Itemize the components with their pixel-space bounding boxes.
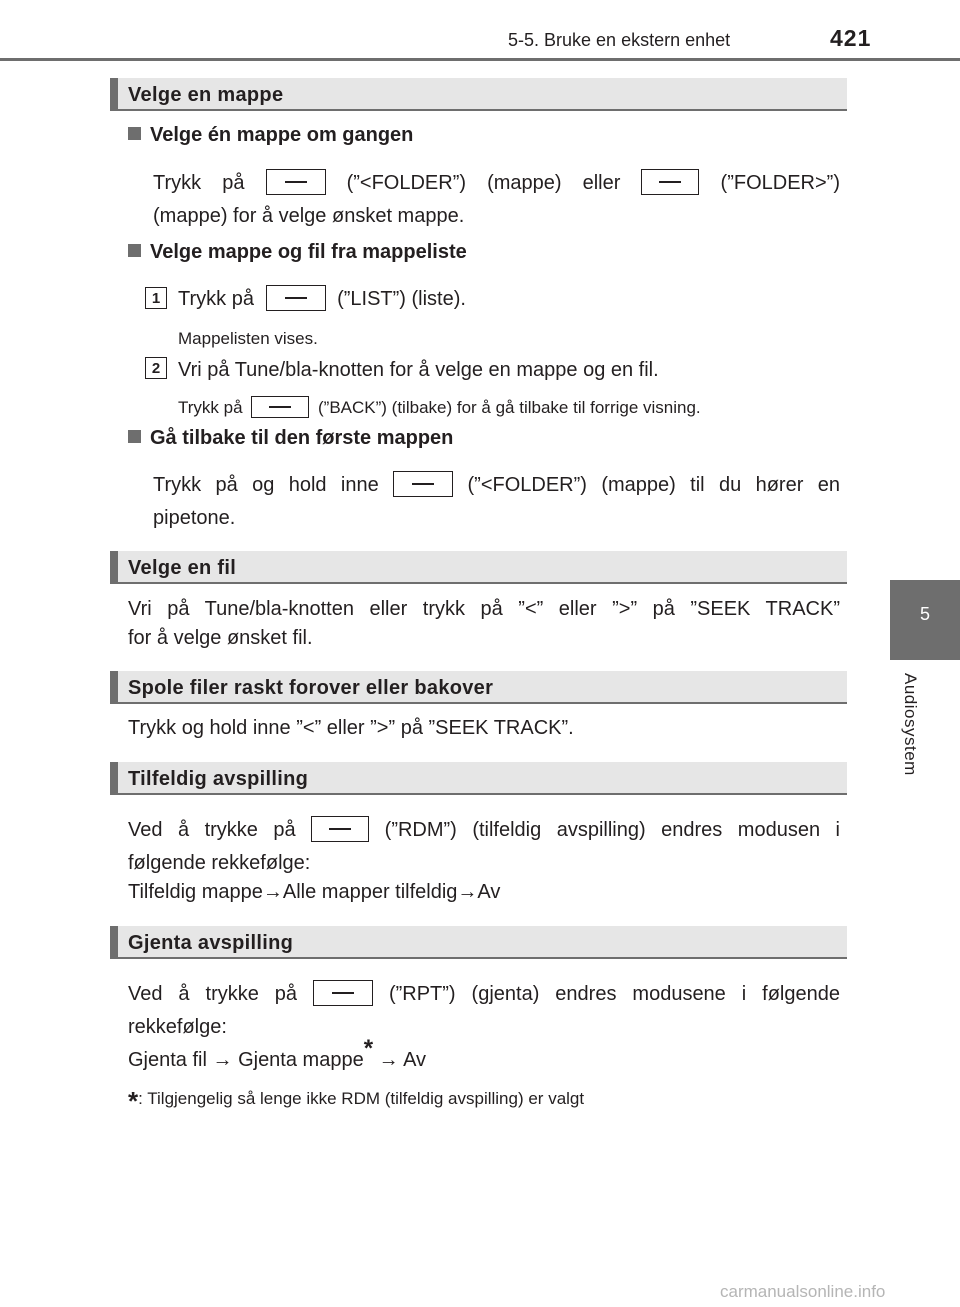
asterisk-mark: * — [128, 1086, 139, 1116]
paragraph-line: følgende rekkefølge: — [128, 852, 311, 874]
text: Gjenta mappe — [238, 1049, 364, 1071]
paragraph-line: for å velge ønsket fil. — [128, 627, 313, 649]
text: (”RPT”) (gjenta) endres modusene i følgende — [388, 983, 840, 1005]
folder-prev-button-icon — [393, 471, 453, 497]
header-rule — [0, 58, 960, 61]
text: Av — [477, 881, 501, 903]
chapter-tab — [890, 580, 960, 660]
subheading-one-folder — [128, 124, 413, 147]
text: (”BACK”) (tilbake) for å gå tilbake til forrige visning. — [318, 398, 701, 417]
watermark: carmanualsonline.info — [720, 1282, 886, 1301]
paragraph-line — [153, 469, 840, 502]
paragraph-line: Trykk og hold inne ”<” eller ”>” på ”SEEK TRACK”. — [128, 717, 574, 739]
rpt-button-icon — [313, 980, 373, 1006]
text: (”FOLDER>”) — [720, 172, 840, 194]
chapter-label: Audiosystem — [901, 673, 920, 776]
rdm-button-icon — [311, 816, 369, 842]
text: Trykk på — [153, 172, 245, 194]
arrow-right-icon: → — [378, 1049, 399, 1071]
paragraph-line — [128, 814, 840, 847]
header-section-title: 5-5. Bruke en ekstern enhet — [508, 30, 731, 50]
subheading-folder-list — [128, 241, 467, 264]
subheading-text: Velge mappe og fil fra mappeliste — [150, 241, 467, 263]
arrow-right-icon: → — [212, 1049, 233, 1071]
subheading-text: Gå tilbake til den første mappen — [150, 427, 454, 449]
step-note: Mappelisten vises. — [178, 329, 318, 348]
text: (”LIST”) (liste). — [337, 288, 466, 310]
paragraph-line: rekkefølge: — [128, 1016, 227, 1038]
page-number: 421 — [830, 25, 872, 51]
subheading-first-folder — [128, 427, 453, 450]
folder-prev-button-icon — [266, 169, 326, 195]
step-note — [178, 396, 701, 418]
section-heading-file — [110, 551, 847, 584]
section-heading-text: Gjenta avspilling — [128, 932, 294, 954]
step-number-1: 1 — [145, 287, 167, 309]
text: Ved å trykke på — [128, 819, 296, 841]
footnote — [128, 1086, 584, 1117]
step-text — [178, 283, 466, 316]
text: (”<FOLDER”) (mappe) til du hører en — [467, 474, 840, 496]
section-heading-seek — [110, 671, 847, 704]
square-bullet-icon — [128, 244, 141, 257]
arrow-right-icon: → — [457, 881, 478, 903]
section-heading-random — [110, 762, 847, 795]
text: Trykk på og hold inne — [153, 474, 379, 496]
text: Av — [403, 1049, 427, 1071]
text: Trykk på — [178, 288, 254, 310]
section-heading-text: Spole filer raskt forover eller bakover — [128, 677, 494, 699]
step-text: Vri på Tune/bla-knotten for å velge en mappe og en fil. — [178, 359, 659, 381]
text: (”RDM”) (tilfeldig avspilling) endres modusen i — [384, 819, 840, 841]
text: Tilfeldig mappe — [128, 881, 263, 903]
section-heading-folder — [110, 78, 847, 111]
section-heading-text: Tilfeldig avspilling — [128, 768, 309, 790]
back-button-icon — [251, 396, 309, 418]
square-bullet-icon — [128, 127, 141, 140]
text: Trykk på — [178, 398, 243, 417]
list-button-icon — [266, 285, 326, 311]
paragraph-line — [128, 978, 840, 1011]
paragraph-line: Vri på Tune/bla-knotten eller trykk på ”<” eller ”>” på ”SEEK TRACK” — [128, 598, 840, 620]
paragraph-line — [128, 876, 500, 909]
paragraph-line: pipetone. — [153, 507, 236, 529]
section-heading-repeat — [110, 926, 847, 959]
subheading-text: Velge én mappe om gangen — [150, 124, 414, 146]
step-number-2: 2 — [145, 357, 167, 379]
section-heading-text: Velge en fil — [128, 557, 237, 579]
arrow-right-icon: → — [262, 881, 283, 903]
text: (”<FOLDER”) (mappe) eller — [346, 172, 621, 194]
asterisk-mark: * — [363, 1035, 374, 1063]
paragraph-line — [153, 167, 840, 200]
paragraph-line: (mappe) for å velge ønsket mappe. — [153, 205, 465, 227]
paragraph-line — [128, 1035, 427, 1077]
footnote-text: : Tilgjengelig så lenge ikke RDM (tilfeldig avspilling) er valgt — [138, 1089, 585, 1108]
section-heading-text: Velge en mappe — [128, 84, 284, 106]
square-bullet-icon — [128, 430, 141, 443]
text: Alle mapper tilfeldig — [282, 881, 458, 903]
text: Ved å trykke på — [128, 983, 298, 1005]
text: Gjenta fil — [128, 1049, 207, 1071]
folder-next-button-icon — [641, 169, 699, 195]
chapter-number: 5 — [919, 604, 930, 624]
